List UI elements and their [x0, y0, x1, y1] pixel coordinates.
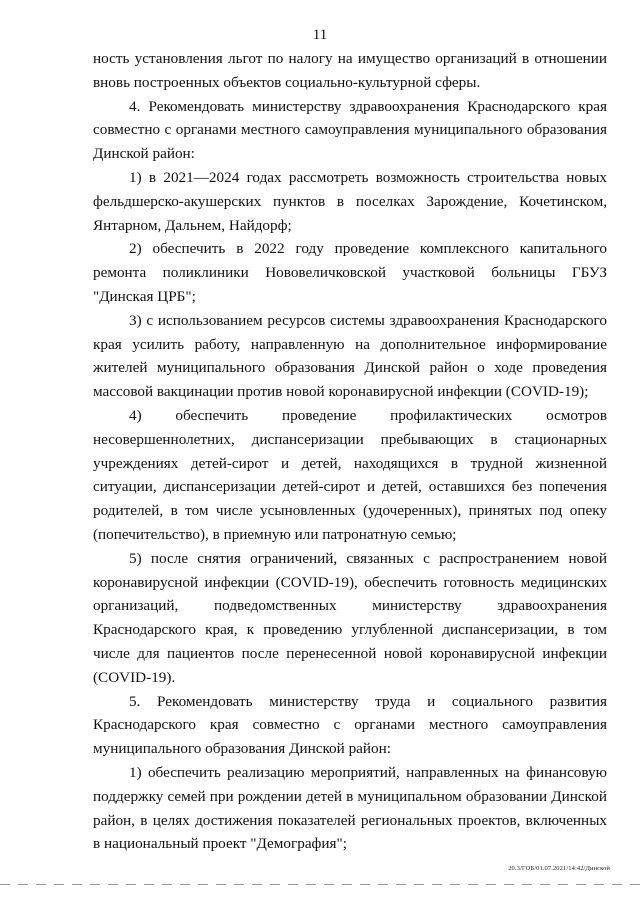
- paragraph-subitem-4-5: 5) после снятия ограничений, связанных с распространением новой коронавирусной инфекции (COVID-19), обеспечить готовность медицинских организаций, подведомственных министерству здравоохранения Краснодарского края, к проведению углубленной диспансеризации, в том числе для пациентов после перенесенной новой коронавирусной инфекции (COVID-19).: [93, 549, 607, 686]
- page-number: 11: [312, 27, 328, 43]
- paragraph-continuation: ность установления льгот по налогу на имущество организаций в отношении вновь построенных объектов социально-культурной сферы.: [93, 50, 607, 91]
- paragraph-subitem-4-1: 1) в 2021—2024 годах рассмотреть возможность строительства новых фельдшерско-акушерских пунктов в поселках Зарождение, Кочетинском, Янтарном, Дальнем, Найдорф;: [93, 168, 607, 234]
- paragraph-subitem-5-1: 1) обеспечить реализацию мероприятий, направленных на финансовую поддержку семей при рождении детей в муниципальном образовании Динской район, в целях достижения показателей региональных проектов, включенных в национальный проект "Демография";: [93, 763, 607, 853]
- paragraph-subitem-4-2: 2) обеспечить в 2022 году проведение комплексного капитального ремонта поликлиники Нововеличковской участковой больницы ГБУЗ "Динская ЦРБ";: [93, 240, 607, 305]
- paragraph-item-4: 4. Рекомендовать министерству здравоохранения Краснодарского края совместно с органами местного самоуправления муниципального образования Динской район:: [93, 97, 607, 163]
- document-registration-stamp: 20.3/ГОБ/01.07.2021/14:42/Динской: [508, 865, 610, 872]
- paragraph-subitem-4-3: 3) с использованием ресурсов системы здравоохранения Краснодарского края усилить работу, направленную на дополнительное информирование жителей муниципального образования Динской район о ходе проведения массовой вакцинации против новой коронавирусной инфекции (COVID-19);: [93, 311, 607, 401]
- paragraph-subitem-4-4: 4) обеспечить проведение профилактических осмотров несовершеннолетних, диспансеризации пребывающих в стационарных учреждениях детей-сирот и детей, находящихся в трудной жизненной ситуации, диспансеризации детей-сирот и детей, оставшихся без попечения родителей, в том числе усыновленных (удочеренных), принятых под опеку (попечительство), в приемную или патронатную семью;: [93, 406, 607, 543]
- document-body: [93, 47, 607, 856]
- page-bottom-divider: [0, 884, 640, 885]
- paragraph-item-5: 5. Рекомендовать министерству труда и социального развития Краснодарского края совместно с органами местного самоуправления муниципального образования Динской район:: [93, 692, 607, 758]
